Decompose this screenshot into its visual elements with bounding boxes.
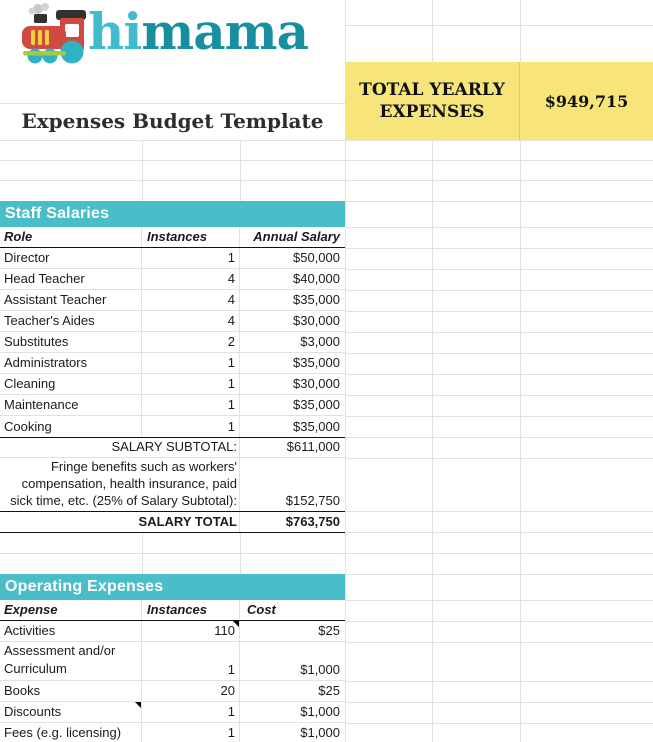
fringe-benefits-value[interactable]: $152,750 bbox=[285, 493, 340, 508]
col-header-expense[interactable]: Expense bbox=[0, 600, 142, 620]
total-yearly-expenses-value[interactable]: $949,715 bbox=[544, 91, 629, 111]
cell-cost[interactable]: $1,000 bbox=[300, 704, 340, 719]
cell-role[interactable]: Administrators bbox=[0, 353, 142, 373]
cell-instances[interactable] bbox=[142, 621, 240, 641]
page-title[interactable]: Expenses Budget Template bbox=[21, 109, 324, 133]
cell-salary[interactable]: $50,000 bbox=[293, 250, 340, 265]
salary-total-label[interactable]: SALARY TOTAL bbox=[0, 512, 240, 532]
col-header-annual-salary[interactable]: Annual Salary bbox=[253, 229, 340, 244]
cell-note-marker bbox=[233, 621, 239, 627]
table-row bbox=[0, 374, 345, 395]
wordmark-hi: hi bbox=[88, 2, 142, 61]
cell-instances[interactable]: 1 bbox=[142, 248, 240, 268]
cell-role[interactable]: Assistant Teacher bbox=[0, 290, 142, 310]
cell-instances[interactable]: 1 bbox=[142, 395, 240, 415]
cell-note-marker bbox=[135, 702, 141, 708]
fringe-benefits-label[interactable]: Fringe benefits such as workers' compensation, health insurance, paid sick time, etc. (25% of Salary Subtotal): bbox=[0, 458, 240, 511]
cell-cost[interactable]: $1,000 bbox=[300, 662, 340, 677]
cell-instances[interactable]: 1 bbox=[142, 702, 240, 722]
salary-total-row bbox=[0, 511, 345, 533]
cell-instances[interactable]: 20 bbox=[142, 681, 240, 701]
gridline bbox=[0, 140, 653, 141]
cell-salary[interactable]: $35,000 bbox=[293, 292, 340, 307]
gridline bbox=[345, 25, 653, 26]
cell-cost[interactable]: $25 bbox=[318, 683, 340, 698]
cell-expense[interactable]: Assessment and/or Curriculum bbox=[0, 642, 142, 680]
staff-columns-header-row bbox=[0, 227, 345, 248]
cell-instances[interactable]: 2 bbox=[142, 332, 240, 352]
table-row bbox=[0, 353, 345, 374]
cell-role[interactable]: Director bbox=[0, 248, 142, 268]
table-row bbox=[0, 723, 345, 742]
gridline bbox=[0, 553, 653, 554]
cell-role[interactable]: Head Teacher bbox=[0, 269, 142, 289]
operating-expenses-table bbox=[0, 574, 345, 742]
himama-train-logo-icon bbox=[14, 1, 92, 65]
cell-value: 110 bbox=[214, 623, 235, 638]
salary-total-value[interactable]: $763,750 bbox=[285, 514, 340, 529]
col-header-cost[interactable]: Cost bbox=[247, 602, 276, 617]
table-row bbox=[0, 681, 345, 702]
staff-salaries-table bbox=[0, 201, 345, 533]
operating-expenses-section-header[interactable]: Operating Expenses bbox=[0, 574, 345, 600]
cell-expense[interactable]: Activities bbox=[0, 621, 142, 641]
salary-subtotal-row bbox=[0, 437, 345, 458]
fringe-benefits-row bbox=[0, 458, 345, 511]
salary-subtotal-label[interactable]: SALARY SUBTOTAL: bbox=[0, 438, 240, 457]
cell-value: Discounts bbox=[4, 704, 62, 719]
wordmark-mama: mama bbox=[141, 2, 308, 61]
table-row bbox=[0, 332, 345, 353]
table-row bbox=[0, 416, 345, 437]
cell-instances[interactable]: 4 bbox=[142, 290, 240, 310]
table-row bbox=[0, 702, 345, 723]
cell-salary[interactable]: $30,000 bbox=[293, 376, 340, 391]
cell-role[interactable]: Maintenance bbox=[0, 395, 142, 415]
cell-role[interactable]: Cooking bbox=[0, 416, 142, 437]
opex-columns-header-row bbox=[0, 600, 345, 621]
table-row bbox=[0, 248, 345, 269]
cell-role[interactable]: Substitutes bbox=[0, 332, 142, 352]
total-yearly-expenses-box bbox=[345, 62, 653, 140]
cell-instances[interactable]: 1 bbox=[142, 642, 240, 680]
cell-instances[interactable]: 4 bbox=[142, 311, 240, 331]
table-row bbox=[0, 311, 345, 332]
cell-salary[interactable]: $35,000 bbox=[293, 355, 340, 370]
cell-salary[interactable]: $3,000 bbox=[300, 334, 340, 349]
col-header-instances[interactable]: Instances bbox=[142, 600, 240, 620]
cell-salary[interactable]: $40,000 bbox=[293, 271, 340, 286]
cell-expense[interactable] bbox=[0, 702, 142, 722]
cell-instances[interactable]: 1 bbox=[142, 374, 240, 394]
cell-cost[interactable]: $1,000 bbox=[300, 725, 340, 740]
col-header-instances[interactable]: Instances bbox=[142, 227, 240, 247]
col-header-role[interactable]: Role bbox=[0, 227, 142, 247]
cell-instances[interactable]: 1 bbox=[142, 353, 240, 373]
cell-role[interactable]: Cleaning bbox=[0, 374, 142, 394]
table-row bbox=[0, 642, 345, 681]
cell-instances[interactable]: 1 bbox=[142, 416, 240, 437]
cell-expense[interactable]: Books bbox=[0, 681, 142, 701]
salary-subtotal-value[interactable]: $611,000 bbox=[286, 439, 340, 454]
gridline bbox=[0, 160, 653, 161]
himama-wordmark bbox=[88, 2, 308, 61]
staff-salaries-section-header[interactable]: Staff Salaries bbox=[0, 201, 345, 227]
table-row bbox=[0, 395, 345, 416]
cell-instances[interactable]: 4 bbox=[142, 269, 240, 289]
total-yearly-expenses-label[interactable]: TOTAL YEARLY EXPENSES bbox=[345, 62, 520, 140]
table-row bbox=[0, 290, 345, 311]
cell-salary[interactable]: $30,000 bbox=[293, 313, 340, 328]
table-row bbox=[0, 269, 345, 290]
cell-salary[interactable]: $35,000 bbox=[293, 419, 340, 434]
cell-cost[interactable]: $25 bbox=[318, 623, 340, 638]
cell-salary[interactable]: $35,000 bbox=[293, 397, 340, 412]
cell-instances[interactable]: 1 bbox=[142, 723, 240, 742]
cell-expense[interactable]: Fees (e.g. licensing) bbox=[0, 723, 142, 742]
gridline bbox=[0, 180, 653, 181]
cell-role[interactable]: Teacher's Aides bbox=[0, 311, 142, 331]
table-row bbox=[0, 621, 345, 642]
